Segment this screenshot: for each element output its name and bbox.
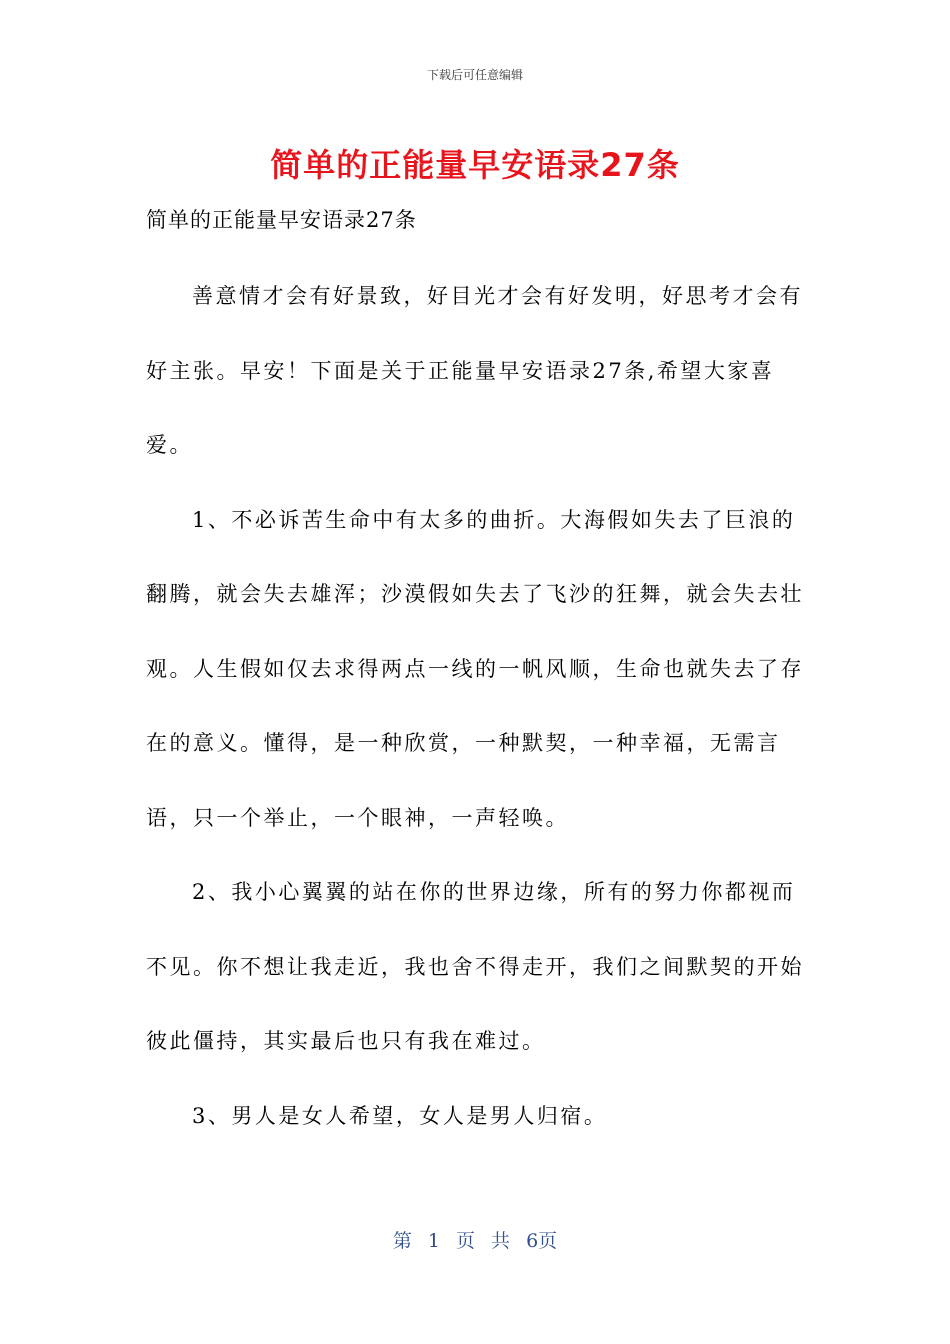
paragraph-intro: 善意情才会有好景致，好目光才会有好发明，好思考才会有好主张。早安！下面是关于正能量早安语录27条,希望大家喜爱。: [146, 284, 803, 457]
document-subtitle: 简单的正能量早安语录27条: [146, 208, 417, 232]
document-body: [146, 259, 806, 1153]
page-footer: 第 1 页 共 6页: [392, 1230, 558, 1252]
document-title: 简单的正能量早安语录27条: [270, 146, 680, 184]
paragraph-item-2: 2、我小心翼翼的站在你的世界边缘，所有的努力你都视而不见。你不想让我走近，我也舍不得走开，我们之间默契的开始彼此僵持，其实最后也只有我在难过。: [146, 880, 804, 1053]
paragraph-item-1: 1、不必诉苦生命中有太多的曲折。大海假如失去了巨浪的翻腾，就会失去雄浑；沙漠假如失去了飞沙的狂舞，就会失去壮观。人生假如仅去求得两点一线的一帆风顺，生命也就失去了存在的意义。懂得，是一种欣赏，一种默契，一种幸福，无需言语，只一个举止，一个眼神，一声轻唤。: [146, 507, 804, 830]
paragraph-item-3: 3、男人是女人希望，女人是男人归宿。: [192, 1103, 608, 1128]
header-note: 下载后可任意编辑: [426, 68, 523, 82]
